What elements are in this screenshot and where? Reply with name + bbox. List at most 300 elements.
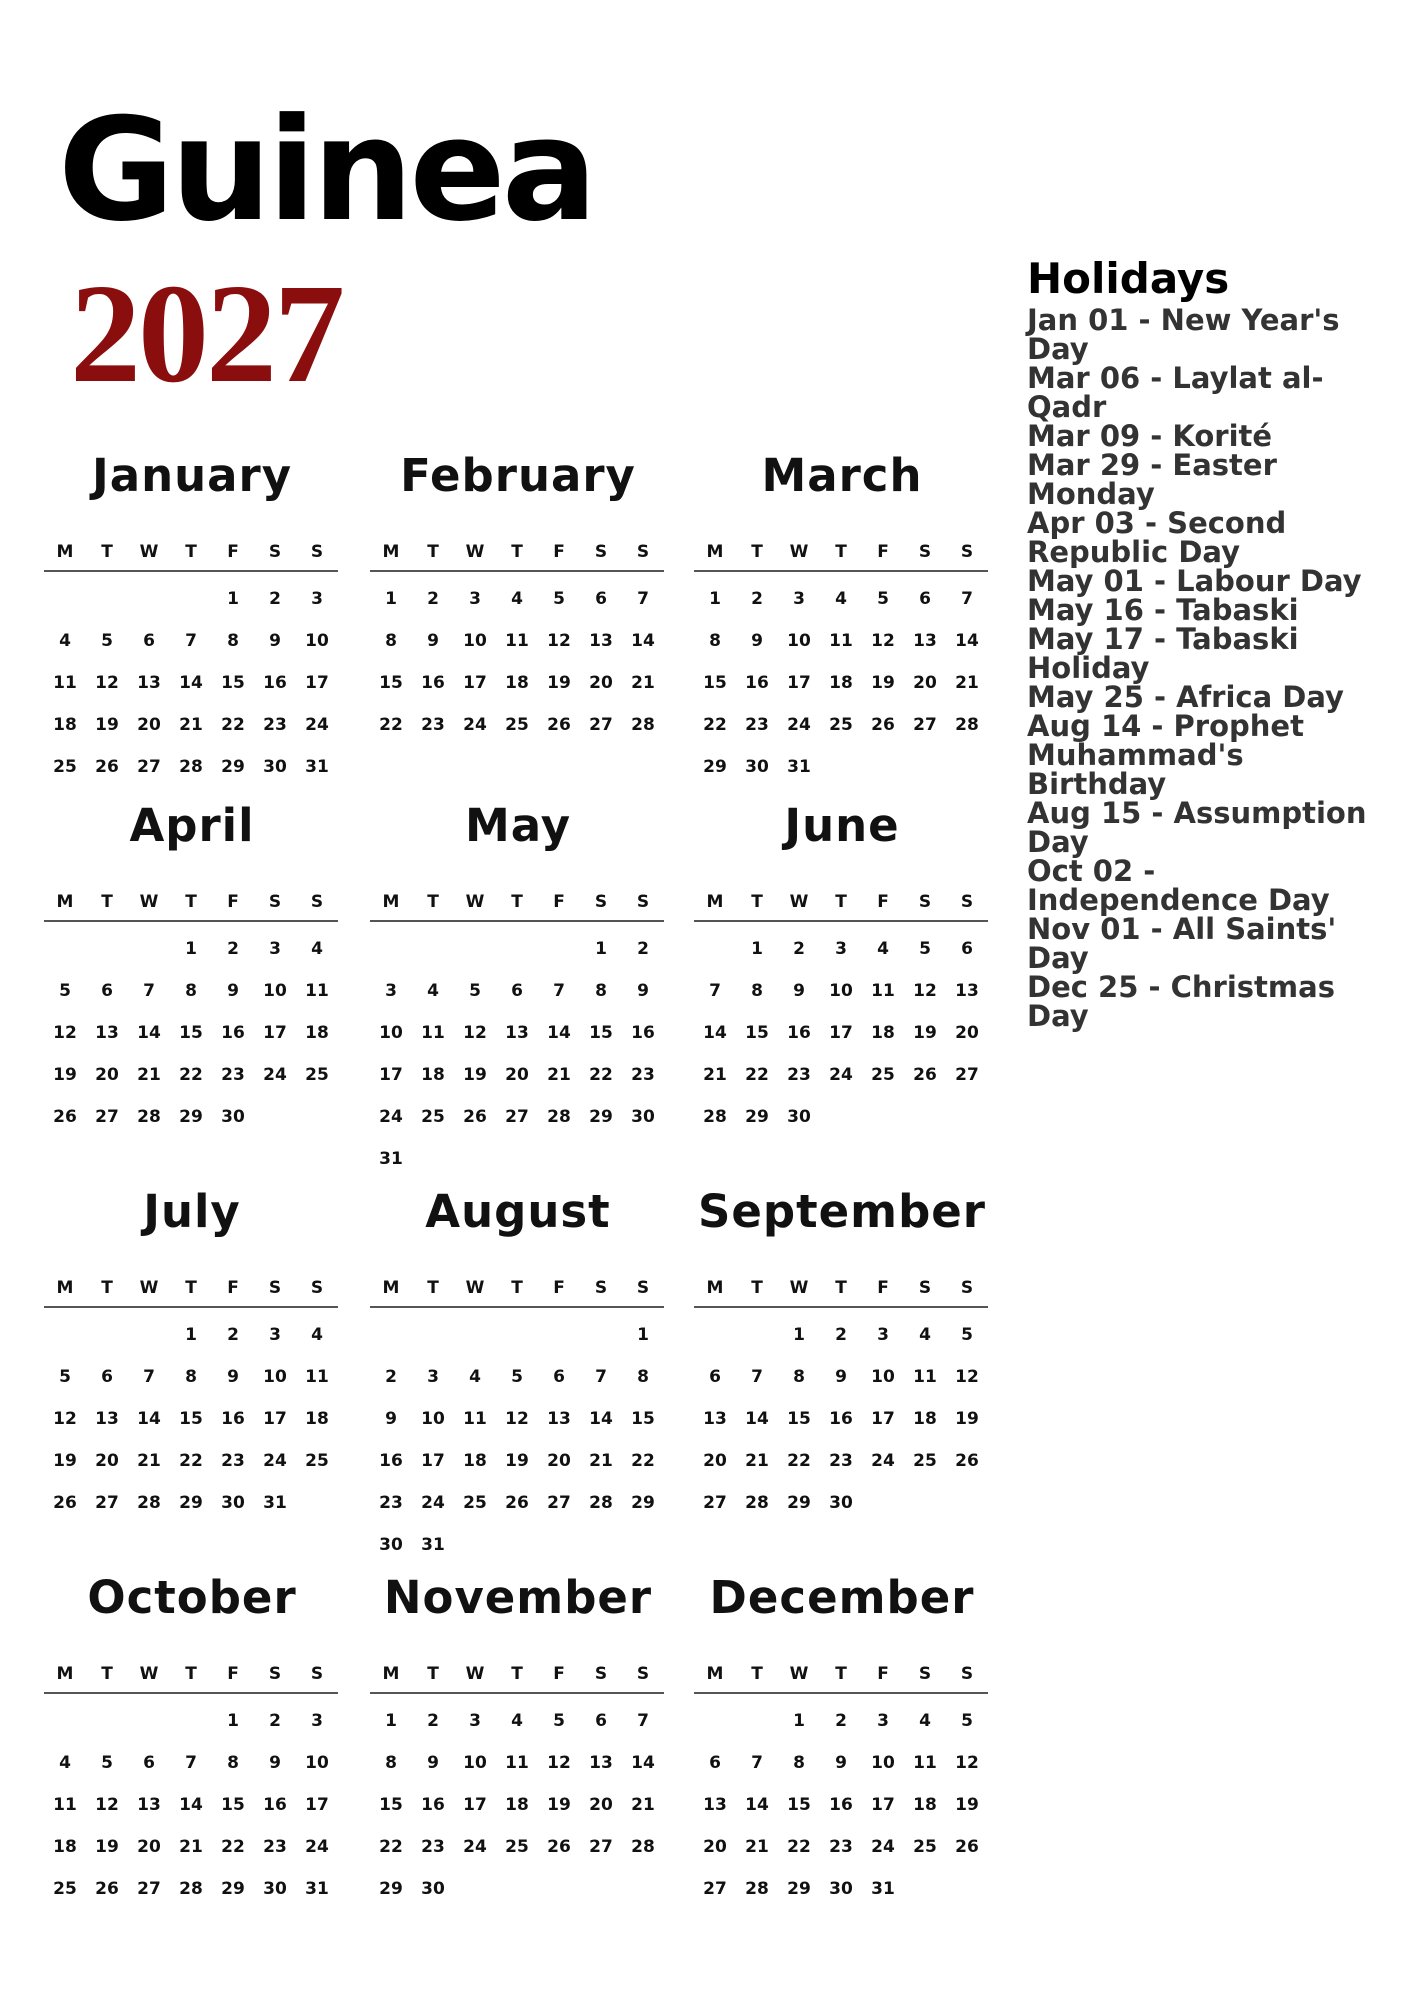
day-cell: 30 <box>631 1107 655 1127</box>
weekday-label: T <box>427 542 439 562</box>
day-cell: 16 <box>829 1409 853 1429</box>
day-cell: 8 <box>227 631 239 651</box>
day-cell: 9 <box>227 981 239 1001</box>
month-name: July <box>143 1185 241 1238</box>
day-cell: 5 <box>961 1325 973 1345</box>
day-cell: 1 <box>793 1711 805 1731</box>
weekday-label: S <box>268 1278 282 1298</box>
day-cell: 1 <box>709 589 721 609</box>
day-cell: 2 <box>227 939 239 959</box>
day-cell: 9 <box>793 981 805 1001</box>
weekday-label: W <box>465 542 485 562</box>
day-cell: 27 <box>95 1107 119 1127</box>
day-cell: 22 <box>179 1065 203 1085</box>
day-cell: 11 <box>463 1409 487 1429</box>
day-cell: 31 <box>421 1535 445 1555</box>
weekday-label: T <box>835 1278 847 1298</box>
holiday-item: Aug 15 - Assumption Day <box>1027 796 1367 859</box>
day-cell: 7 <box>553 981 565 1001</box>
weekday-label: W <box>465 892 485 912</box>
calendar-year: 2027 <box>70 254 342 412</box>
day-cell: 1 <box>751 939 763 959</box>
day-cell: 11 <box>829 631 853 651</box>
weekday-label: M <box>56 1664 74 1684</box>
month-november <box>370 1570 666 1910</box>
day-cell: 22 <box>379 1837 403 1857</box>
holidays-panel <box>1027 254 1387 1031</box>
day-cell: 10 <box>787 631 811 651</box>
day-cell: 20 <box>95 1451 119 1471</box>
empty-cell <box>44 1314 86 1356</box>
month-july <box>44 1184 340 1524</box>
day-cell: 11 <box>913 1367 937 1387</box>
day-cell: 23 <box>787 1065 811 1085</box>
weekday-label: M <box>382 542 400 562</box>
day-cell: 21 <box>745 1837 769 1857</box>
day-cell: 20 <box>137 715 161 735</box>
day-cell: 12 <box>871 631 895 651</box>
day-cell: 6 <box>143 1753 155 1773</box>
month-name: November <box>383 1571 653 1624</box>
empty-cell <box>86 1700 128 1742</box>
day-cell: 10 <box>829 981 853 1001</box>
day-cell: 31 <box>871 1879 895 1899</box>
day-cell: 29 <box>179 1493 203 1513</box>
empty-cell <box>370 1314 412 1356</box>
day-cell: 29 <box>631 1493 655 1513</box>
day-cell: 26 <box>955 1837 979 1857</box>
day-cell: 28 <box>631 715 655 735</box>
day-cell: 5 <box>553 589 565 609</box>
day-cell: 20 <box>505 1065 529 1085</box>
day-cell: 17 <box>263 1409 287 1429</box>
day-grid <box>44 1700 340 1910</box>
empty-cell <box>170 578 212 620</box>
day-cell: 22 <box>221 715 245 735</box>
day-cell: 12 <box>53 1409 77 1429</box>
day-cell: 29 <box>703 757 727 777</box>
day-cell: 19 <box>955 1409 979 1429</box>
day-cell: 16 <box>421 1795 445 1815</box>
weekday-header <box>694 542 990 562</box>
day-cell: 5 <box>469 981 481 1001</box>
weekday-label: S <box>960 1278 974 1298</box>
day-cell: 26 <box>505 1493 529 1513</box>
day-cell: 20 <box>95 1065 119 1085</box>
day-cell: 28 <box>745 1879 769 1899</box>
day-cell: 8 <box>793 1753 805 1773</box>
weekday-label: S <box>636 892 650 912</box>
header-divider <box>370 1692 664 1694</box>
day-cell: 1 <box>385 589 397 609</box>
day-cell: 27 <box>589 1837 613 1857</box>
day-cell: 12 <box>95 673 119 693</box>
day-cell: 4 <box>311 939 323 959</box>
day-cell: 2 <box>269 1711 281 1731</box>
weekday-label: S <box>918 892 932 912</box>
day-cell: 29 <box>221 1879 245 1899</box>
day-cell: 20 <box>913 673 937 693</box>
day-cell: 2 <box>835 1325 847 1345</box>
day-cell: 16 <box>263 673 287 693</box>
day-cell: 31 <box>305 757 329 777</box>
weekday-label: F <box>553 1664 565 1684</box>
header-divider <box>44 1306 338 1308</box>
month-name: February <box>400 449 636 502</box>
weekday-label: M <box>56 892 74 912</box>
empty-cell <box>736 1700 778 1742</box>
day-cell: 26 <box>95 1879 119 1899</box>
day-cell: 13 <box>137 1795 161 1815</box>
weekday-label: W <box>789 892 809 912</box>
day-cell: 7 <box>709 981 721 1001</box>
weekday-label: S <box>310 542 324 562</box>
day-cell: 14 <box>179 673 203 693</box>
day-cell: 5 <box>877 589 889 609</box>
day-cell: 29 <box>589 1107 613 1127</box>
month-october <box>44 1570 340 1910</box>
day-cell: 18 <box>505 673 529 693</box>
weekday-label: F <box>227 1664 239 1684</box>
day-cell: 17 <box>787 673 811 693</box>
month-name: May <box>464 799 572 852</box>
day-cell: 25 <box>829 715 853 735</box>
day-cell: 16 <box>787 1023 811 1043</box>
empty-cell <box>128 928 170 970</box>
holiday-item: May 01 - Labour Day <box>1027 564 1362 598</box>
day-grid <box>694 1700 990 1910</box>
day-cell: 6 <box>919 589 931 609</box>
day-cell: 6 <box>143 631 155 651</box>
weekday-label: S <box>594 892 608 912</box>
holiday-item: Oct 02 - Independence Day <box>1027 854 1330 917</box>
weekday-header <box>44 1278 340 1298</box>
day-cell: 14 <box>137 1409 161 1429</box>
day-cell: 15 <box>221 673 245 693</box>
day-cell: 14 <box>631 631 655 651</box>
day-cell: 24 <box>379 1107 403 1127</box>
day-cell: 17 <box>263 1023 287 1043</box>
day-cell: 2 <box>227 1325 239 1345</box>
weekday-label: T <box>101 892 113 912</box>
header-divider <box>370 1306 664 1308</box>
day-cell: 25 <box>505 715 529 735</box>
header-divider <box>694 920 988 922</box>
day-cell: 5 <box>919 939 931 959</box>
weekday-header <box>370 1664 666 1684</box>
day-cell: 18 <box>829 673 853 693</box>
day-cell: 14 <box>703 1023 727 1043</box>
day-cell: 2 <box>385 1367 397 1387</box>
day-cell: 25 <box>871 1065 895 1085</box>
header-divider <box>44 920 338 922</box>
holiday-item: May 25 - Africa Day <box>1027 680 1344 714</box>
day-cell: 30 <box>745 757 769 777</box>
holiday-item: Mar 09 - Korité <box>1027 419 1273 453</box>
month-name: October <box>87 1571 297 1624</box>
day-cell: 4 <box>59 1753 71 1773</box>
day-cell: 11 <box>305 1367 329 1387</box>
day-cell: 3 <box>793 589 805 609</box>
weekday-header <box>370 1278 666 1298</box>
day-cell: 26 <box>95 757 119 777</box>
day-cell: 13 <box>589 1753 613 1773</box>
day-cell: 16 <box>263 1795 287 1815</box>
weekday-header <box>44 1664 340 1684</box>
day-cell: 4 <box>511 589 523 609</box>
day-cell: 13 <box>95 1409 119 1429</box>
day-cell: 2 <box>637 939 649 959</box>
day-cell: 3 <box>877 1711 889 1731</box>
day-cell: 12 <box>95 1795 119 1815</box>
day-cell: 21 <box>703 1065 727 1085</box>
month-name: March <box>761 449 923 502</box>
day-cell: 9 <box>835 1753 847 1773</box>
day-cell: 3 <box>427 1367 439 1387</box>
empty-cell <box>44 578 86 620</box>
day-cell: 7 <box>185 631 197 651</box>
day-cell: 27 <box>137 757 161 777</box>
holiday-item: May 17 - Tabaski Holiday <box>1027 622 1299 685</box>
day-cell: 27 <box>95 1493 119 1513</box>
empty-cell <box>454 928 496 970</box>
day-cell: 1 <box>793 1325 805 1345</box>
weekday-label: F <box>553 1278 565 1298</box>
day-cell: 13 <box>955 981 979 1001</box>
day-cell: 11 <box>53 673 77 693</box>
day-cell: 2 <box>751 589 763 609</box>
weekday-label: F <box>877 892 889 912</box>
day-cell: 17 <box>421 1451 445 1471</box>
weekday-label: S <box>960 1664 974 1684</box>
day-cell: 24 <box>305 715 329 735</box>
day-cell: 29 <box>787 1493 811 1513</box>
month-january <box>44 448 340 788</box>
day-cell: 25 <box>53 757 77 777</box>
day-cell: 7 <box>637 1711 649 1731</box>
day-cell: 27 <box>703 1493 727 1513</box>
day-cell: 13 <box>137 673 161 693</box>
weekday-label: T <box>101 1664 113 1684</box>
weekday-label: T <box>511 1278 523 1298</box>
day-cell: 3 <box>469 589 481 609</box>
day-cell: 2 <box>269 589 281 609</box>
day-cell: 27 <box>505 1107 529 1127</box>
day-cell: 18 <box>913 1795 937 1815</box>
day-cell: 16 <box>221 1023 245 1043</box>
weekday-label: S <box>636 1278 650 1298</box>
header-divider <box>370 570 664 572</box>
day-cell: 27 <box>955 1065 979 1085</box>
day-cell: 25 <box>913 1451 937 1471</box>
day-cell: 3 <box>269 1325 281 1345</box>
empty-cell <box>694 1700 736 1742</box>
day-cell: 7 <box>961 589 973 609</box>
weekday-header <box>44 542 340 562</box>
day-cell: 23 <box>631 1065 655 1085</box>
empty-cell <box>412 928 454 970</box>
day-cell: 16 <box>421 673 445 693</box>
day-cell: 28 <box>631 1837 655 1857</box>
day-cell: 7 <box>751 1753 763 1773</box>
day-cell: 24 <box>787 715 811 735</box>
day-cell: 6 <box>511 981 523 1001</box>
day-cell: 15 <box>179 1409 203 1429</box>
day-cell: 20 <box>137 1837 161 1857</box>
day-cell: 11 <box>505 1753 529 1773</box>
day-cell: 30 <box>221 1493 245 1513</box>
day-cell: 22 <box>703 715 727 735</box>
weekday-label: F <box>877 1278 889 1298</box>
day-cell: 18 <box>421 1065 445 1085</box>
day-cell: 8 <box>595 981 607 1001</box>
day-cell: 8 <box>709 631 721 651</box>
day-cell: 25 <box>505 1837 529 1857</box>
weekday-label: S <box>310 892 324 912</box>
day-cell: 30 <box>421 1879 445 1899</box>
day-cell: 14 <box>745 1409 769 1429</box>
day-cell: 22 <box>589 1065 613 1085</box>
empty-cell <box>454 1314 496 1356</box>
day-cell: 15 <box>703 673 727 693</box>
day-cell: 20 <box>703 1451 727 1471</box>
day-cell: 13 <box>703 1409 727 1429</box>
month-may <box>370 798 666 1180</box>
day-cell: 6 <box>709 1367 721 1387</box>
weekday-label: S <box>268 892 282 912</box>
day-cell: 3 <box>311 589 323 609</box>
day-cell: 15 <box>379 1795 403 1815</box>
empty-cell <box>170 1700 212 1742</box>
day-cell: 22 <box>379 715 403 735</box>
day-cell: 14 <box>137 1023 161 1043</box>
day-cell: 16 <box>379 1451 403 1471</box>
day-cell: 20 <box>589 673 613 693</box>
day-cell: 7 <box>637 589 649 609</box>
weekday-label: W <box>139 542 159 562</box>
day-cell: 6 <box>709 1753 721 1773</box>
empty-cell <box>538 1314 580 1356</box>
weekday-label: F <box>227 892 239 912</box>
day-cell: 19 <box>913 1023 937 1043</box>
empty-cell <box>44 928 86 970</box>
weekday-label: M <box>382 892 400 912</box>
month-name: June <box>784 799 900 852</box>
weekday-label: S <box>918 1664 932 1684</box>
day-cell: 13 <box>505 1023 529 1043</box>
day-cell: 19 <box>463 1065 487 1085</box>
day-cell: 16 <box>745 673 769 693</box>
day-cell: 3 <box>835 939 847 959</box>
day-cell: 16 <box>631 1023 655 1043</box>
empty-cell <box>496 1314 538 1356</box>
weekday-label: T <box>101 1278 113 1298</box>
weekday-label: S <box>594 1278 608 1298</box>
day-cell: 17 <box>463 1795 487 1815</box>
day-cell: 4 <box>59 631 71 651</box>
day-cell: 15 <box>787 1409 811 1429</box>
holidays-title: Holidays <box>1027 254 1230 303</box>
weekday-label: F <box>553 542 565 562</box>
day-cell: 7 <box>185 1753 197 1773</box>
day-cell: 12 <box>547 1753 571 1773</box>
day-cell: 12 <box>505 1409 529 1429</box>
day-cell: 29 <box>787 1879 811 1899</box>
day-cell: 22 <box>179 1451 203 1471</box>
day-cell: 21 <box>179 715 203 735</box>
day-cell: 11 <box>305 981 329 1001</box>
day-cell: 24 <box>463 1837 487 1857</box>
day-cell: 17 <box>305 673 329 693</box>
weekday-label: F <box>877 1664 889 1684</box>
weekday-label: S <box>268 542 282 562</box>
day-cell: 26 <box>53 1493 77 1513</box>
day-grid <box>44 1314 340 1524</box>
day-cell: 22 <box>745 1065 769 1085</box>
day-grid <box>370 928 666 1180</box>
day-cell: 13 <box>547 1409 571 1429</box>
day-cell: 19 <box>871 673 895 693</box>
weekday-header <box>694 1278 990 1298</box>
day-cell: 15 <box>379 673 403 693</box>
day-cell: 12 <box>913 981 937 1001</box>
month-september <box>694 1184 990 1524</box>
day-cell: 21 <box>631 673 655 693</box>
day-cell: 23 <box>263 715 287 735</box>
day-cell: 29 <box>221 757 245 777</box>
day-grid <box>370 578 666 746</box>
weekday-label: T <box>511 1664 523 1684</box>
day-cell: 24 <box>421 1493 445 1513</box>
weekday-label: T <box>427 892 439 912</box>
day-cell: 23 <box>221 1451 245 1471</box>
day-cell: 26 <box>547 1837 571 1857</box>
day-cell: 11 <box>505 631 529 651</box>
month-name: September <box>698 1185 986 1238</box>
weekday-label: W <box>465 1278 485 1298</box>
day-cell: 1 <box>185 939 197 959</box>
weekday-label: T <box>185 542 197 562</box>
day-cell: 7 <box>143 981 155 1001</box>
day-cell: 4 <box>427 981 439 1001</box>
day-cell: 5 <box>553 1711 565 1731</box>
day-cell: 13 <box>913 631 937 651</box>
weekday-label: S <box>918 1278 932 1298</box>
day-cell: 19 <box>95 715 119 735</box>
day-cell: 25 <box>463 1493 487 1513</box>
day-cell: 27 <box>137 1879 161 1899</box>
day-cell: 14 <box>179 1795 203 1815</box>
day-cell: 9 <box>385 1409 397 1429</box>
month-march <box>694 448 990 788</box>
day-cell: 24 <box>263 1451 287 1471</box>
weekday-label: T <box>427 1278 439 1298</box>
weekday-label: F <box>227 542 239 562</box>
day-cell: 24 <box>263 1065 287 1085</box>
day-cell: 27 <box>703 1879 727 1899</box>
day-cell: 21 <box>179 1837 203 1857</box>
day-cell: 23 <box>221 1065 245 1085</box>
day-cell: 17 <box>305 1795 329 1815</box>
header-divider <box>694 1692 988 1694</box>
weekday-label: S <box>636 542 650 562</box>
day-cell: 5 <box>101 631 113 651</box>
day-cell: 23 <box>379 1493 403 1513</box>
day-cell: 3 <box>877 1325 889 1345</box>
day-cell: 23 <box>421 715 445 735</box>
day-cell: 26 <box>547 715 571 735</box>
weekday-label: S <box>918 542 932 562</box>
